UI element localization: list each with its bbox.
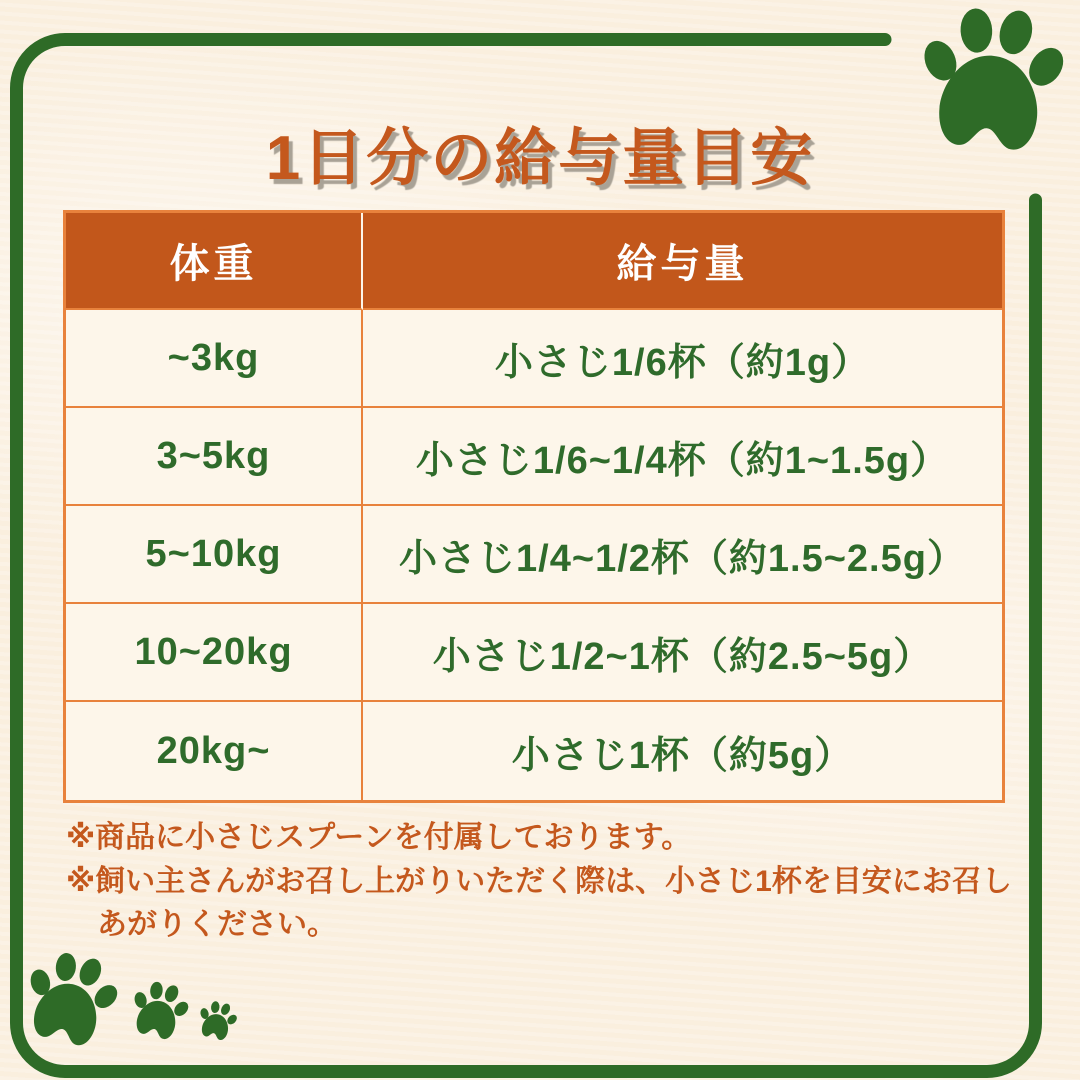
table-cell-weight: 3~5kg: [66, 408, 363, 506]
footnote-line: ※飼い主さんがお召し上がりいただく際は、小さじ1杯を目安にお召し: [66, 864, 1012, 898]
table-cell-amount: 小さじ1杯（約5g）: [363, 702, 1002, 800]
footnote-line: ※商品に小さじスプーンを付属しております。: [66, 821, 692, 854]
table-cell-amount: 小さじ1/6~1/4杯（約1~1.5g）: [363, 408, 1002, 506]
paw-icon: [193, 997, 241, 1043]
paw-icon: [14, 942, 129, 1052]
table-cell-weight: 10~20kg: [66, 604, 363, 702]
table-header-amount: 給与量: [363, 213, 1002, 310]
table-cell-amount: 小さじ1/2~1杯（約2.5~5g）: [363, 604, 1002, 702]
feeding-amount-table: [63, 210, 1005, 803]
table-header-weight: 体重: [66, 213, 363, 310]
table-cell-weight: 5~10kg: [66, 506, 363, 604]
footnotes: [66, 816, 1018, 947]
page-title: 1日分の給与量目安: [265, 124, 815, 193]
paw-icon: [124, 975, 195, 1043]
table-cell-weight: 20kg~: [66, 702, 363, 800]
footnote-line: あがりください。: [97, 908, 337, 941]
table-cell-amount: 小さじ1/6杯（約1g）: [363, 310, 1002, 408]
table-cell-weight: ~3kg: [66, 310, 363, 408]
table-cell-amount: 小さじ1/4~1/2杯（約1.5~2.5g）: [363, 506, 1002, 604]
